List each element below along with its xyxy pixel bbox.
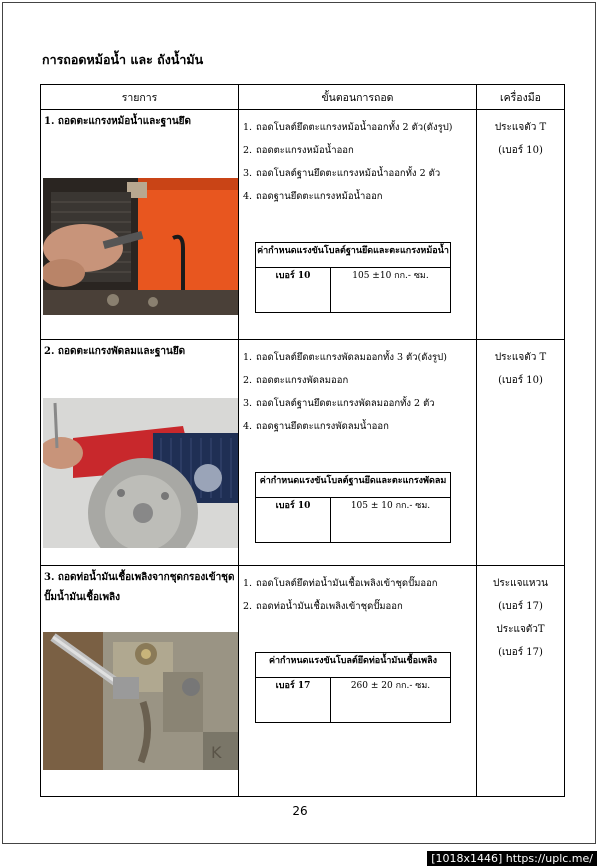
table-row (41, 566, 565, 797)
tool-name: ประแจตัว T (494, 352, 547, 363)
step-item: 3. ถอดโบลต์ฐานยึดตะแกรงพัดลมออกทั้ง 2 ตัว (243, 398, 435, 409)
step-item: 2. ถอดตะแกรงหม้อน้ำออก (243, 145, 354, 156)
step-item: 1. ถอดโบลต์ยึดท่อน้ำมันเชื้อเพลิงเข้าชุดปั๊มออก (243, 578, 438, 589)
tools-cell (477, 566, 565, 797)
header-tools: เครื่องมือ (477, 85, 565, 110)
step-item: 3. ถอดโบลต์ฐานยึดตะแกรงหม้อน้ำออกทั้ง 2 ตัว (243, 168, 441, 179)
step-list (239, 566, 476, 618)
step-item: 2. ถอดท่อน้ำมันเชื้อเพลิงเข้าชุดปั๊มออก (243, 601, 403, 612)
table-row (41, 340, 565, 566)
step-list (239, 340, 476, 438)
table-row (41, 110, 565, 340)
radiator-grille-photo (43, 178, 238, 315)
torque-bolt-size: เบอร์ 10 (256, 268, 331, 313)
tool-size: (เบอร์ 10) (498, 375, 543, 386)
watermark: [1018x1446] https://uplc.me/ (427, 851, 597, 866)
tool-size: (เบอร์ 17) (498, 647, 543, 658)
torque-header: ค่ากำหนดแรงขันโบลต์ฐานยึดและตะแกรงหม้อน้ำ (256, 243, 451, 268)
torque-bolt-size: เบอร์ 17 (256, 678, 331, 723)
svg-text:K: K (211, 743, 222, 762)
tools-cell (477, 110, 565, 340)
steps-cell (239, 340, 477, 566)
header-steps: ขั้นตอนการถอด (239, 85, 477, 110)
torque-value: 260 ± 20 กก.- ซม. (331, 678, 451, 723)
step-item: 4. ถอดฐานยึดตะแกรงพัดลมน้ำออก (243, 421, 389, 432)
page-number: 26 (292, 804, 308, 818)
table-header-row (41, 85, 565, 110)
torque-header: ค่ากำหนดแรงขันโบลต์ยึดท่อน้ำมันเชื้อเพลิง (256, 653, 451, 678)
step-item: 2. ถอดตะแกรงพัดลมออก (243, 375, 349, 386)
step-item: 1. ถอดโบลต์ยึดตะแกรงหม้อน้ำออกทั้ง 2 ตัว(ดังรูป) (243, 122, 453, 133)
fan-grille-photo (43, 398, 238, 548)
step-item: 1. ถอดโบลต์ยึดตะแกรงพัดลมออกทั้ง 3 ตัว(ดังรูป) (243, 352, 447, 363)
torque-value: 105 ±10 กก.- ซม. (331, 268, 451, 313)
header-item: รายการ (41, 85, 239, 110)
item-title: 2. ถอดตะแกรงพัดลมและฐานยึด (44, 346, 186, 357)
torque-bolt-size: เบอร์ 10 (256, 498, 331, 543)
tools-cell (477, 340, 565, 566)
torque-value: 105 ± 10 กก.- ซม. (331, 498, 451, 543)
item-title: 3. ถอดท่อน้ำมันเชื้อเพลิงจากชุดกรองเข้าชุดปั๊มน้ำมันเชื้อเพลิง (44, 572, 235, 603)
fuel-line-photo (43, 632, 238, 770)
steps-cell (239, 566, 477, 797)
step-list (239, 110, 476, 208)
procedure-table (40, 84, 565, 797)
tool-name: ประแจแหวน (493, 578, 548, 589)
item-cell (41, 340, 239, 566)
tool-size: (เบอร์ 17) (498, 601, 543, 612)
item-title: 1. ถอดตะแกรงหม้อน้ำและฐานยึด (44, 116, 192, 127)
torque-spec-table (255, 652, 451, 723)
page-title: การถอดหม้อน้ำ และ ถังน้ำมัน (42, 52, 204, 67)
item-cell (41, 566, 239, 797)
torque-header: ค่ากำหนดแรงขันโบลต์ฐานยึดและตะแกรงพัดลม (256, 473, 451, 498)
torque-spec-table (255, 472, 451, 543)
tool-name: ประแจตัว T (494, 122, 547, 133)
item-cell (41, 110, 239, 340)
tool-name: ประแจตัวT (496, 624, 545, 635)
step-item: 4. ถอดฐานยึดตะแกรงหม้อน้ำออก (243, 191, 383, 202)
torque-spec-table (255, 242, 451, 313)
steps-cell (239, 110, 477, 340)
tool-size: (เบอร์ 10) (498, 145, 543, 156)
